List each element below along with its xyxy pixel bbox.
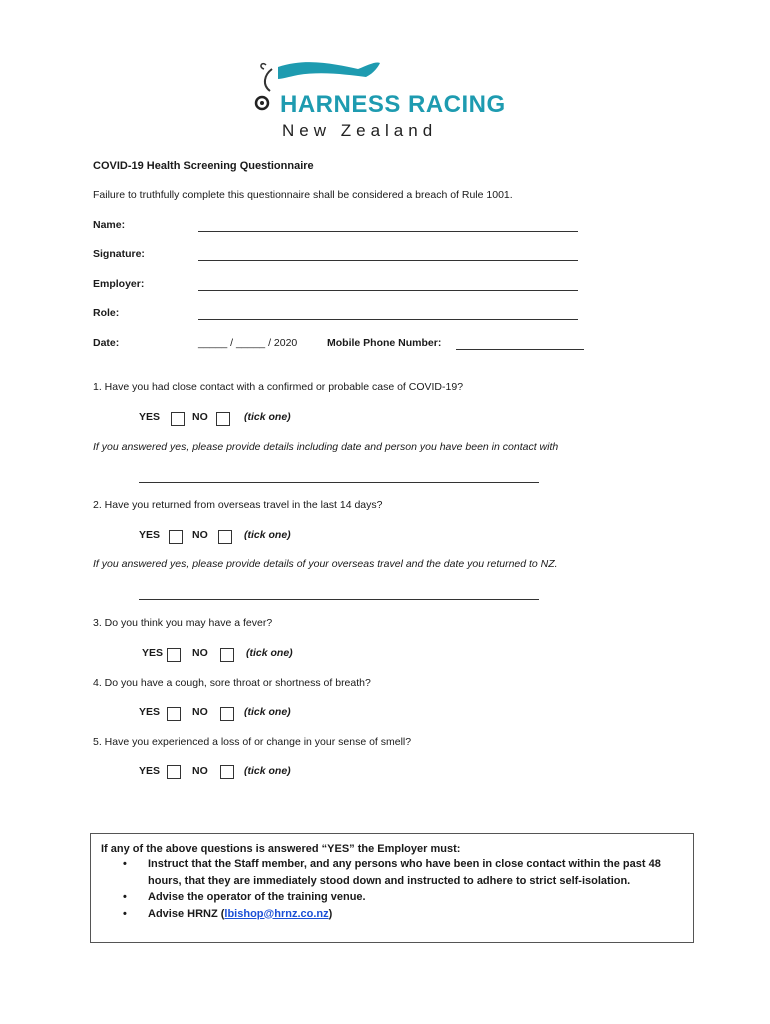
q3-yes-label: YES [142, 647, 164, 659]
q2-yes-label: YES [139, 529, 161, 541]
notice-heading: If any of the above questions is answered “YES” the Employer must: [101, 843, 461, 855]
notice-item-text: Advise the operator of the training venue. [148, 891, 366, 903]
q1-details-field[interactable] [139, 482, 539, 483]
date-field[interactable]: _____ / _____ / 2020 [198, 337, 298, 349]
q1-yes-checkbox[interactable] [171, 412, 185, 426]
notice-item [101, 889, 686, 906]
question-2: 2. Have you returned from overseas travel in the last 14 days? [93, 499, 383, 511]
q3-tick-hint: (tick one) [246, 647, 293, 659]
q1-no-checkbox[interactable] [216, 412, 230, 426]
logo-title: HARNESS RACING [280, 91, 506, 118]
q4-no-checkbox[interactable] [220, 707, 234, 721]
q3-no-label: NO [192, 647, 208, 659]
q5-no-checkbox[interactable] [220, 765, 234, 779]
employer-field[interactable] [198, 290, 578, 291]
q5-yes-checkbox[interactable] [167, 765, 181, 779]
q1-yes-label: YES [139, 411, 161, 423]
name-field[interactable] [198, 231, 578, 232]
name-label: Name: [93, 219, 126, 231]
q4-yes-label: YES [139, 706, 161, 718]
date-label: Date: [93, 337, 120, 349]
q3-no-checkbox[interactable] [220, 648, 234, 662]
q4-no-label: NO [192, 706, 208, 718]
q5-yes-label: YES [139, 765, 161, 777]
q2-followup: If you answered yes, please provide details of your overseas travel and the date you returned to NZ. [93, 558, 558, 570]
mobile-field[interactable] [456, 349, 584, 350]
q1-followup: If you answered yes, please provide details including date and person you have been in contact with [93, 441, 559, 453]
q1-tick-hint: (tick one) [244, 411, 291, 423]
notice-item [101, 856, 686, 889]
question-4: 4. Do you have a cough, sore throat or shortness of breath? [93, 677, 371, 689]
role-field[interactable] [198, 319, 578, 320]
email-link[interactable]: lbishop@hrnz.co.nz [224, 907, 329, 920]
signature-label: Signature: [93, 248, 145, 260]
mobile-label: Mobile Phone Number: [327, 337, 442, 349]
employer-notice-box [90, 833, 694, 943]
notice-item-suffix: ) [328, 907, 333, 920]
question-3: 3. Do you think you may have a fever? [93, 617, 273, 629]
q2-tick-hint: (tick one) [244, 529, 291, 541]
q2-no-checkbox[interactable] [218, 530, 232, 544]
notice-list [101, 856, 686, 922]
page-title: COVID-19 Health Screening Questionnaire [93, 160, 314, 172]
intro-text: Failure to truthfully complete this questionnaire shall be considered a breach of Rule 1001. [93, 189, 513, 201]
hrnz-logo [248, 55, 528, 145]
q4-yes-checkbox[interactable] [167, 707, 181, 721]
logo-subtitle: New Zealand [282, 121, 438, 140]
notice-item-text: Instruct that the Staff member, and any persons who have been in close contact within the past 48 hours, that they are immediately stood down and instructed to adhere to strict self-isolation. [148, 858, 661, 887]
q2-details-field[interactable] [139, 599, 539, 600]
q5-tick-hint: (tick one) [244, 765, 291, 777]
question-5: 5. Have you experienced a loss of or change in your sense of smell? [93, 736, 412, 748]
question-1: 1. Have you had close contact with a confirmed or probable case of COVID-19? [93, 381, 464, 393]
q5-no-label: NO [192, 765, 208, 777]
q1-no-label: NO [192, 411, 208, 423]
q3-yes-checkbox[interactable] [167, 648, 181, 662]
signature-field[interactable] [198, 260, 578, 261]
role-label: Role: [93, 307, 120, 319]
notice-item-prefix: Advise HRNZ ( [148, 907, 225, 920]
q2-no-label: NO [192, 529, 208, 541]
notice-item [101, 906, 686, 923]
employer-label: Employer: [93, 278, 145, 290]
q2-yes-checkbox[interactable] [169, 530, 183, 544]
q4-tick-hint: (tick one) [244, 706, 291, 718]
